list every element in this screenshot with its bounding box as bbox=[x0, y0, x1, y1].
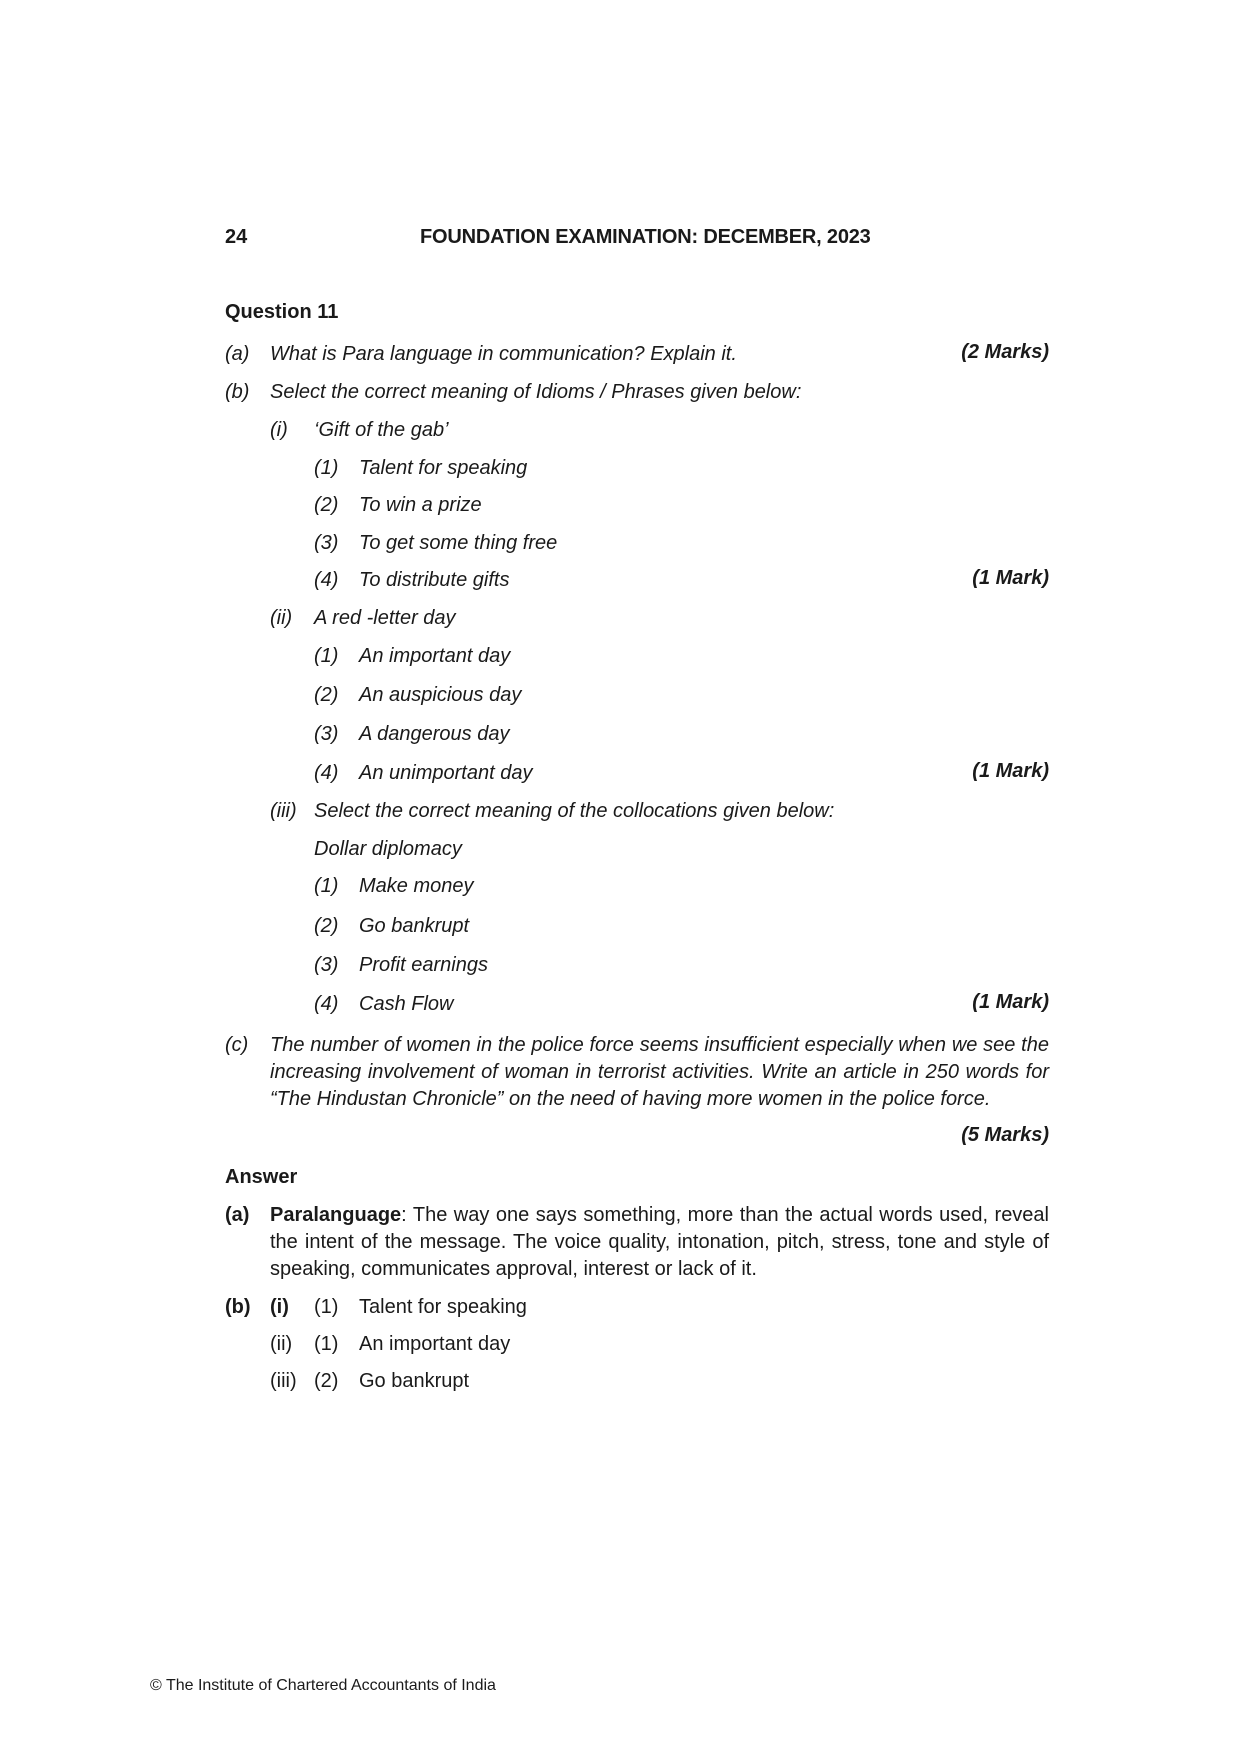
question-b-iii-marks: (1 Mark) bbox=[972, 991, 1049, 1013]
answer-sub-label: (iii) bbox=[270, 1370, 297, 1392]
option-text: To get some thing free bbox=[359, 532, 558, 554]
option-number: (3) bbox=[314, 723, 339, 745]
option-number: (4) bbox=[314, 762, 339, 784]
option-number: (2) bbox=[314, 915, 339, 937]
question-c-marks: (5 Marks) bbox=[961, 1124, 1049, 1146]
question-b-i-marks: (1 Mark) bbox=[972, 567, 1049, 589]
question-b-ii-marks: (1 Mark) bbox=[972, 760, 1049, 782]
option-number: (4) bbox=[314, 569, 339, 591]
option-number: (3) bbox=[314, 532, 339, 554]
question-b-i-text: ‘Gift of the gab’ bbox=[314, 419, 449, 441]
copyright-footer: © The Institute of Chartered Accountants of India bbox=[150, 1677, 496, 1694]
answer-sub-label: (i) bbox=[270, 1296, 289, 1318]
question-a-marks: (2 Marks) bbox=[961, 341, 1049, 363]
option-text: Cash Flow bbox=[359, 993, 454, 1015]
answer-a-label: (a) bbox=[225, 1204, 250, 1226]
question-c-text: The number of women in the police force seems insufficient especially when we see the increasing involvement of woman in terrorist activities. Write an article in 250 words for “The Hindustan Chronicle” on the need of having more women in the police force. bbox=[270, 1034, 1049, 1110]
answer-option-text: An important day bbox=[359, 1333, 511, 1355]
option-number: (1) bbox=[314, 645, 339, 667]
answer-a-term: Paralanguage bbox=[270, 1204, 402, 1226]
answer-option-number: (2) bbox=[314, 1370, 339, 1392]
answer-option-number: (1) bbox=[314, 1333, 339, 1355]
option-text: Make money bbox=[359, 875, 474, 897]
question-a-label: (a) bbox=[225, 343, 250, 365]
answer-b-label: (b) bbox=[225, 1296, 251, 1318]
option-number: (3) bbox=[314, 954, 339, 976]
answer-option-text: Talent for speaking bbox=[359, 1296, 527, 1318]
answer-a-paragraph bbox=[270, 1202, 1049, 1283]
answer-title: Answer bbox=[225, 1166, 298, 1188]
question-a-text: What is Para language in communication? Explain it. bbox=[270, 343, 737, 365]
option-number: (1) bbox=[314, 457, 339, 479]
question-b-label: (b) bbox=[225, 381, 250, 403]
option-text: A dangerous day bbox=[359, 723, 510, 745]
option-text: Profit earnings bbox=[359, 954, 488, 976]
question-b-text: Select the correct meaning of Idioms / Phrases given below: bbox=[270, 381, 802, 403]
option-number: (1) bbox=[314, 875, 339, 897]
question-b-i-label: (i) bbox=[270, 419, 288, 441]
page-number: 24 bbox=[225, 226, 248, 248]
option-text: An auspicious day bbox=[359, 684, 522, 706]
option-number: (2) bbox=[314, 494, 339, 516]
answer-sub-label: (ii) bbox=[270, 1333, 293, 1355]
option-text: To win a prize bbox=[359, 494, 482, 516]
option-text: To distribute gifts bbox=[359, 569, 510, 591]
option-text: Go bankrupt bbox=[359, 915, 470, 937]
option-number: (2) bbox=[314, 684, 339, 706]
question-title: Question 11 bbox=[225, 301, 339, 323]
question-b-iii-subtext: Dollar diplomacy bbox=[314, 838, 462, 860]
option-text: Talent for speaking bbox=[359, 457, 528, 479]
answer-option-number: (1) bbox=[314, 1296, 339, 1318]
question-c-label: (c) bbox=[225, 1034, 249, 1056]
page-header-title: FOUNDATION EXAMINATION: DECEMBER, 2023 bbox=[420, 226, 871, 248]
question-b-ii-text: A red -letter day bbox=[314, 607, 456, 629]
option-text: An important day bbox=[359, 645, 511, 667]
answer-option-text: Go bankrupt bbox=[359, 1370, 470, 1392]
question-b-iii-text: Select the correct meaning of the collocations given below: bbox=[314, 800, 835, 822]
answer-a-text: : The way one says something, more than the actual words used, reveal the intent of the message. The voice quality, intonation, pitch, stress, tone and style of speaking, communicates approval, interest or lack of it. bbox=[270, 1204, 1049, 1280]
option-number: (4) bbox=[314, 993, 339, 1015]
question-b-ii-label: (ii) bbox=[270, 607, 293, 629]
question-b-iii-label: (iii) bbox=[270, 800, 297, 822]
option-text: An unimportant day bbox=[359, 762, 533, 784]
